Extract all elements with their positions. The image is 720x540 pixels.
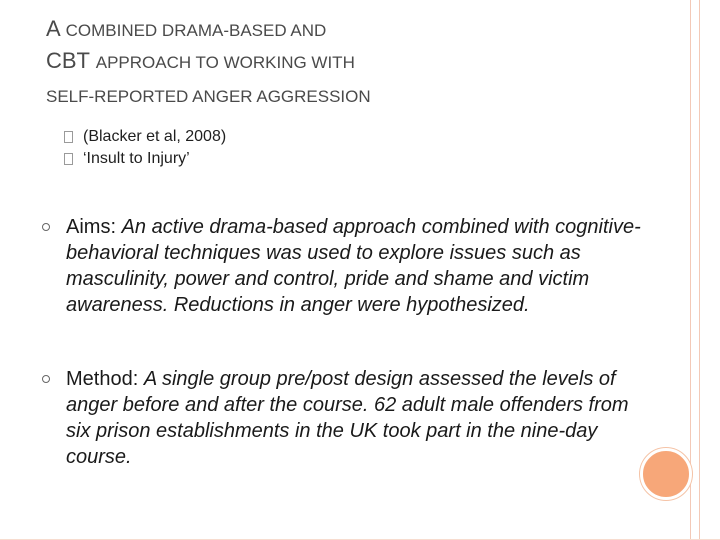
slide-title [46, 14, 606, 112]
checkbox-bullet-icon [64, 153, 73, 165]
title-text: APPROACH TO WORKING WITH [95, 53, 355, 72]
content-list [42, 214, 642, 470]
circle-bullet-icon [42, 223, 50, 231]
aims-item [42, 214, 642, 318]
checkbox-bullet-icon [64, 131, 73, 143]
title-cap: A [46, 16, 60, 41]
title-text: COMBINED DRAMA-BASED AND [65, 21, 327, 40]
reference-text: ‘Insult to Injury’ [83, 150, 190, 167]
method-label: Method: [66, 368, 144, 390]
title-line-3: SELF-REPORTED ANGER AGGRESSION [46, 87, 371, 106]
decorative-border-line [690, 0, 691, 540]
circle-bullet-icon [42, 375, 50, 383]
reference-text: (Blacker et al, 2008) [83, 128, 227, 145]
decorative-circle [640, 448, 692, 500]
aims-text: An active drama-based approach combined with cognitive-behavioral techniques was used to explore issues such as masculinity, power and control, pride and shame and victim awareness. Reductions in anger were hypothesized. [66, 216, 641, 316]
method-text: A single group pre/post design assessed the levels of anger before and after the course. 62 adult male offenders from six prison establishments in the UK took part in the nine-day course. [66, 368, 629, 468]
list-item [64, 126, 226, 148]
decorative-border-line [699, 0, 700, 540]
title-line-1 [46, 16, 326, 41]
aims-label: Aims: [66, 216, 122, 238]
title-line-2 [46, 48, 355, 73]
reference-list [64, 126, 226, 170]
method-item [42, 366, 642, 470]
list-item [64, 148, 226, 170]
title-cap: CBT [46, 48, 90, 73]
